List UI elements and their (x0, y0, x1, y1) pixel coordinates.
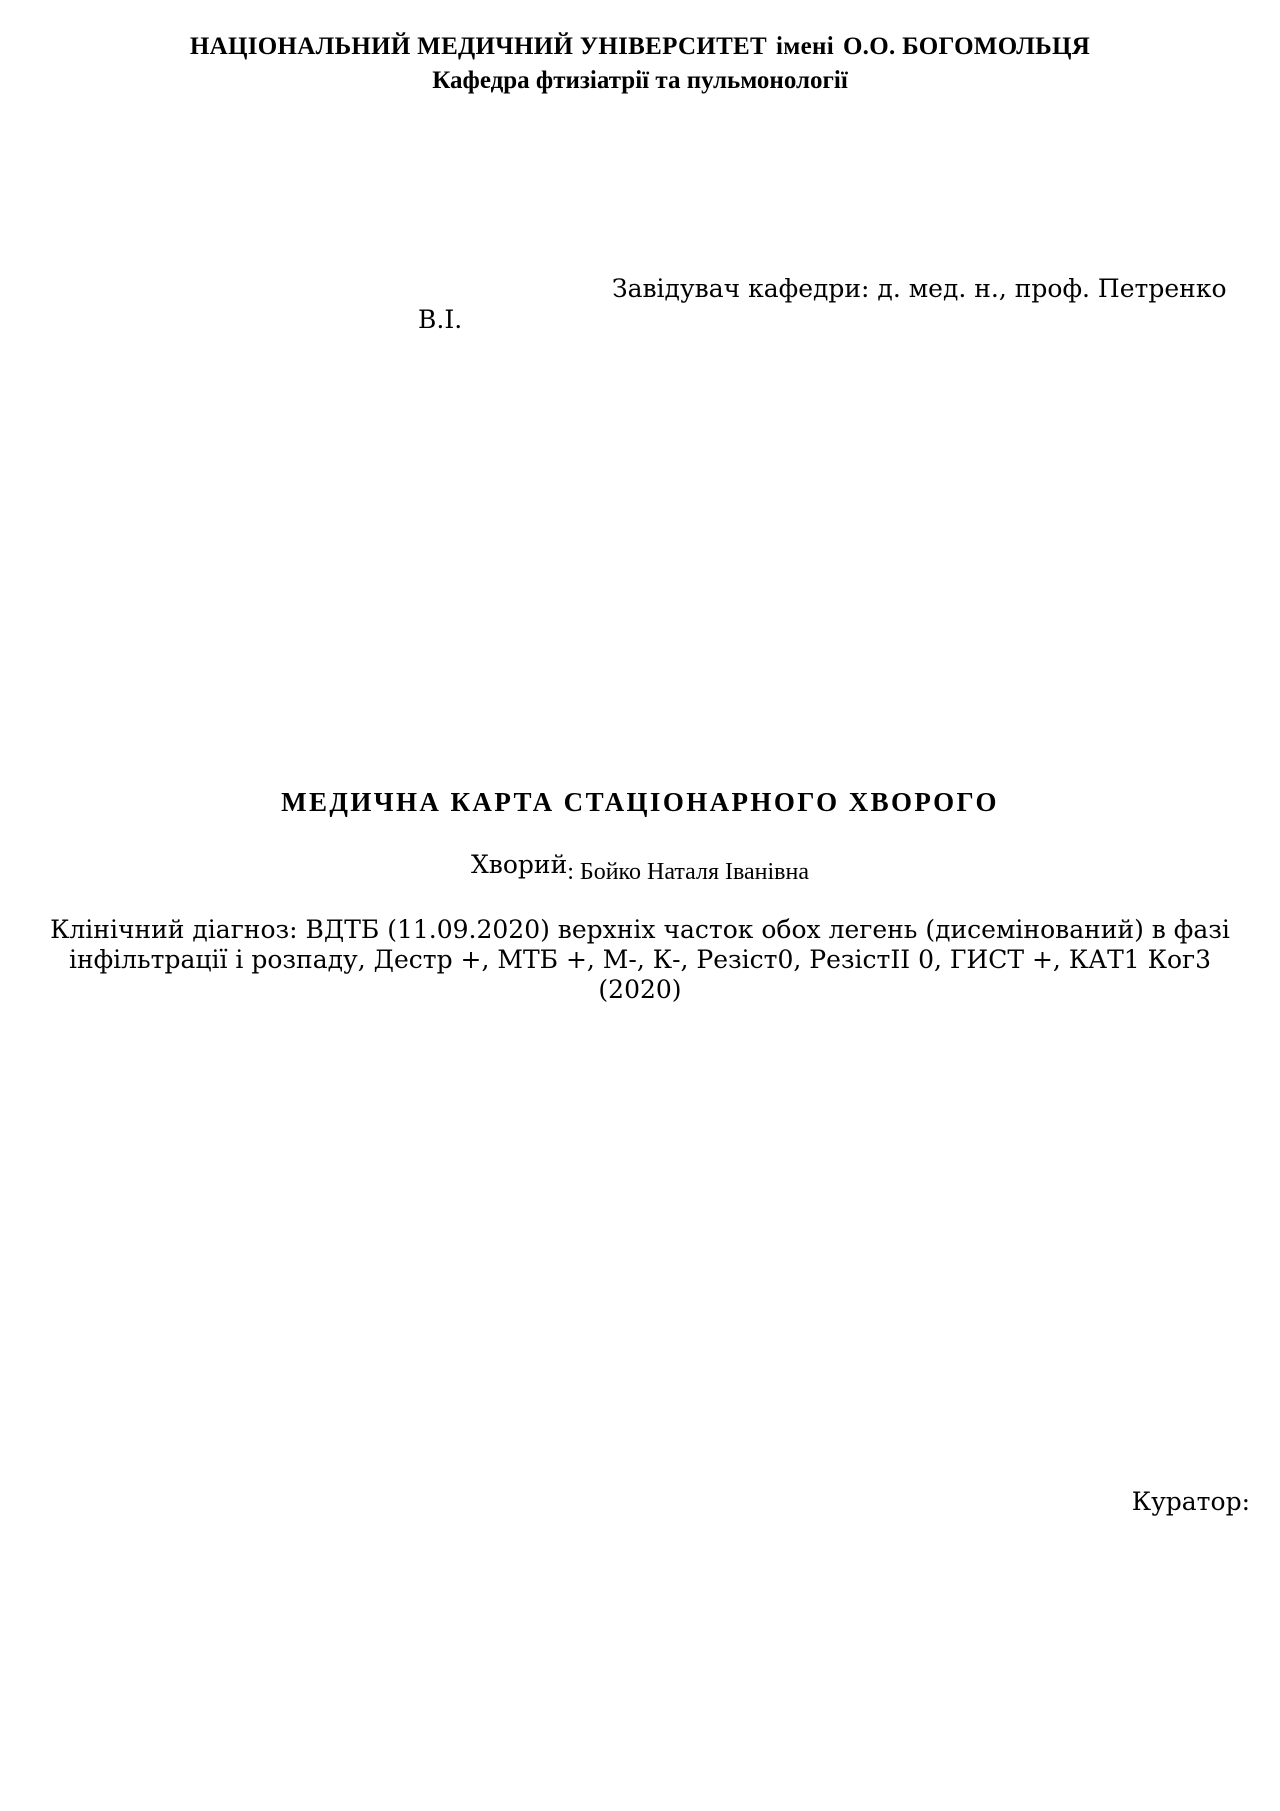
card-title: МЕДИЧНА КАРТА СТАЦІОНАРНОГО ХВОРОГО (281, 787, 999, 817)
clinical-diagnosis (28, 915, 1252, 1005)
university-name-part3: О.О. БОГОМОЛЬЦЯ (842, 33, 1091, 60)
patient-label: Хворий (470, 850, 568, 879)
head-of-department-line2: В.І. (418, 305, 463, 334)
university-name-part1: НАЦІОНАЛЬНИЙ МЕДИЧНИЙ УНІВЕРСИТЕТ (189, 33, 768, 60)
patient-line (0, 848, 1280, 883)
university-name-part2: імені (776, 33, 834, 60)
head-of-department-line1: Завідувач кафедри: д. мед. н., проф. Петренко (612, 274, 1227, 303)
patient-name: : Бойко Наталя Іванівна (567, 859, 810, 885)
document-header (0, 30, 1280, 98)
diagnosis-line3: (2020) (598, 975, 682, 1004)
diagnosis-line1: Клінічний діагноз: ВДТБ (11.09.2020) верхніх часток обох легень (дисемінований) в фазі (50, 915, 1230, 944)
university-name (0, 30, 1280, 64)
curator-label: Куратор: (1131, 1487, 1250, 1516)
department-name: Кафедра фтизіатрії та пульмонології (432, 67, 848, 94)
diagnosis-line2: інфільтрації і розпаду, Дестр +, МТБ +, М-, К-, Резіст0, РезістІІ 0, ГИСТ +, КАТ1 Ког3 (68, 945, 1212, 974)
